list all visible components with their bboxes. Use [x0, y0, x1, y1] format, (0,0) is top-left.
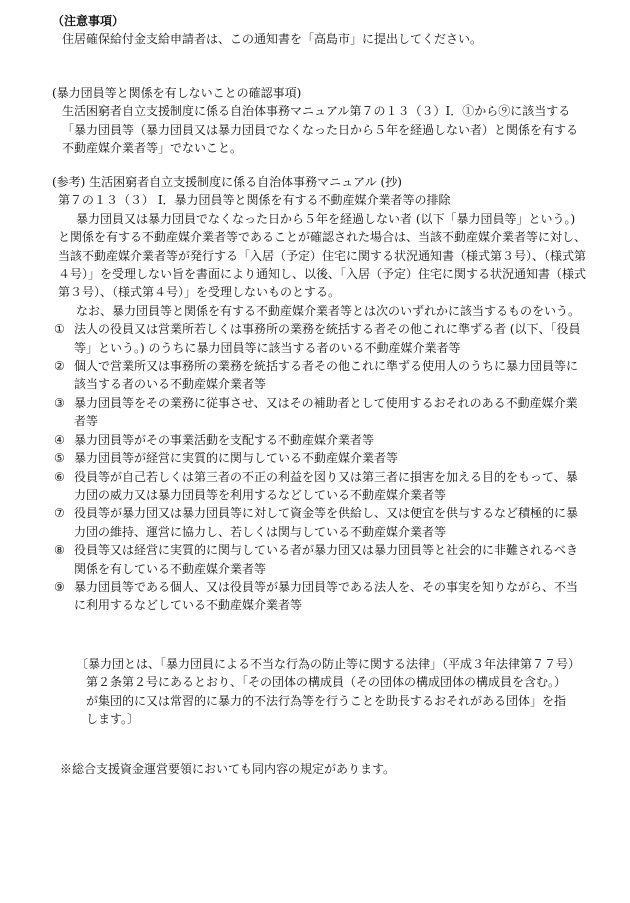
- item-number: ⑤: [54, 451, 65, 466]
- list-item: [54, 357, 587, 394]
- item-number: ⑧: [54, 543, 65, 558]
- item-text: 暴力団員等が経営に実質的に関与している不動産媒介業者等: [74, 451, 399, 466]
- reference-paragraph-1: 暴力団員又は暴力団員でなくなった日から５年を経過しない者 (以下「暴力団員等」という。) と関係を有する不動産媒介業者等であることが確認された場合は、当該不動産媒介業者等に対し、当該不動産媒介業者等が発行する「入居（予定）住宅に関する状況通知書（様式第３号）、（様式第４号）」を受理しない旨を書面により通知し、以後、「入居（予定）住宅に関する状況通知書（様式第３号）、（様式第４号）」を受理しないものとする。: [58, 211, 587, 300]
- item-text: 役員等又は経営に実質的に関与している者が暴力団又は暴力団員等と社会的に非難されるべき関係を有している不動産媒介業者等: [74, 543, 579, 576]
- list-item: [54, 449, 587, 467]
- item-number: ⑦: [54, 506, 65, 521]
- item-number: ⑨: [54, 579, 65, 594]
- notice-section: [52, 12, 592, 49]
- list-item: [54, 468, 587, 505]
- reference-item-list: [52, 320, 587, 615]
- confirmation-heading: (暴力団員等と関係を有しないことの確認事項): [52, 86, 302, 100]
- list-item: [54, 578, 587, 615]
- list-item: [54, 541, 587, 578]
- footnote-text: ※総合支援資金運営要領においても同内容の規定があります。: [60, 762, 396, 776]
- item-number: ③: [54, 395, 65, 410]
- item-text: 法人の役員又は営業所若しくは事務所の業務を統括する者その他これに準ずる者 (以下、「役員等」という。) のうちに暴力団員等に該当する者のいる不動産媒介業者等: [74, 322, 581, 355]
- item-text: 暴力団員等をその業務に従事させ、又はその補助者として使用するおそれのある不動産媒介業者等: [74, 395, 578, 429]
- definition-text: 〔暴力団とは、「暴力団員による不当な行為の防止等に関する法律」（平成３年法律第７７号）第２条第２号にあるとおり、「その団体の構成員（その団体の構成団体の構成員を含む。）が集団的に又は常習的に暴力的不法行為等を行うことを助長するおそれがある団体」を指します。〕: [76, 657, 575, 727]
- item-number: ⑥: [54, 469, 65, 484]
- list-item: [54, 320, 587, 357]
- item-text: 役員等が自己若しくは第三者の不正の利益を図り又は第三者に損害を加える目的をもって、暴力団の威力又は暴力団員等を利用するなどしている不動産媒介業者等: [74, 469, 578, 502]
- confirmation-section: [52, 84, 582, 158]
- notice-text: 住居確保給付金支給申請者は、この通知書を「高島市」に提出してください。: [62, 32, 483, 47]
- reference-heading: (参考) 生活困窮者自立支援制度に係る自治体事務マニュアル (抄): [52, 175, 402, 189]
- reference-section-title: 第７の１３（３） Ⅰ．暴力団員等と関係を有する不動産媒介業者等の排除: [58, 193, 451, 208]
- definition-section: [76, 655, 576, 729]
- reference-paragraph-2: なお、暴力団員等と関係を有する不動産媒介業者等とは次のいずれかに該当するものをいう。: [76, 303, 581, 318]
- item-number: ④: [54, 432, 65, 447]
- item-text: 暴力団員等である個人、又は役員等が暴力団員等である法人を、その事実を知りながら、不当に利用するなどしている不動産媒介業者等: [74, 579, 579, 613]
- list-item: [54, 431, 587, 449]
- footnote-section: [60, 760, 580, 778]
- reference-section: [52, 173, 587, 615]
- confirmation-text: 生活困窮者自立支援制度に係る自治体事務マニュアル第７の１３（３）Ⅰ．①から⑨に該当する「暴力団員等（暴力団員又は暴力団員でなくなった日から５年を経過しない者）と関係を有する不動産媒介業者等」でないこと。: [62, 104, 579, 156]
- list-item: [54, 504, 587, 541]
- notice-heading: （注意事項）: [52, 14, 125, 28]
- item-text: 個人で営業所又は事務所の業務を統括する者その他これに準ずる使用人のうちに暴力団員等に該当する者のいる不動産媒介業者等: [74, 359, 579, 392]
- item-number: ①: [54, 322, 65, 337]
- item-number: ②: [54, 359, 65, 374]
- item-text: 暴力団員等がその事業活動を支配する不動産媒介業者等: [74, 432, 375, 447]
- list-item: [54, 394, 587, 431]
- item-text: 役員等が暴力団又は暴力団員等に対して資金等を供給し、又は便宜を供与するなど積極的に暴力団の維持、運営に協力し、若しくは関与している不動産媒介業者等: [74, 506, 579, 539]
